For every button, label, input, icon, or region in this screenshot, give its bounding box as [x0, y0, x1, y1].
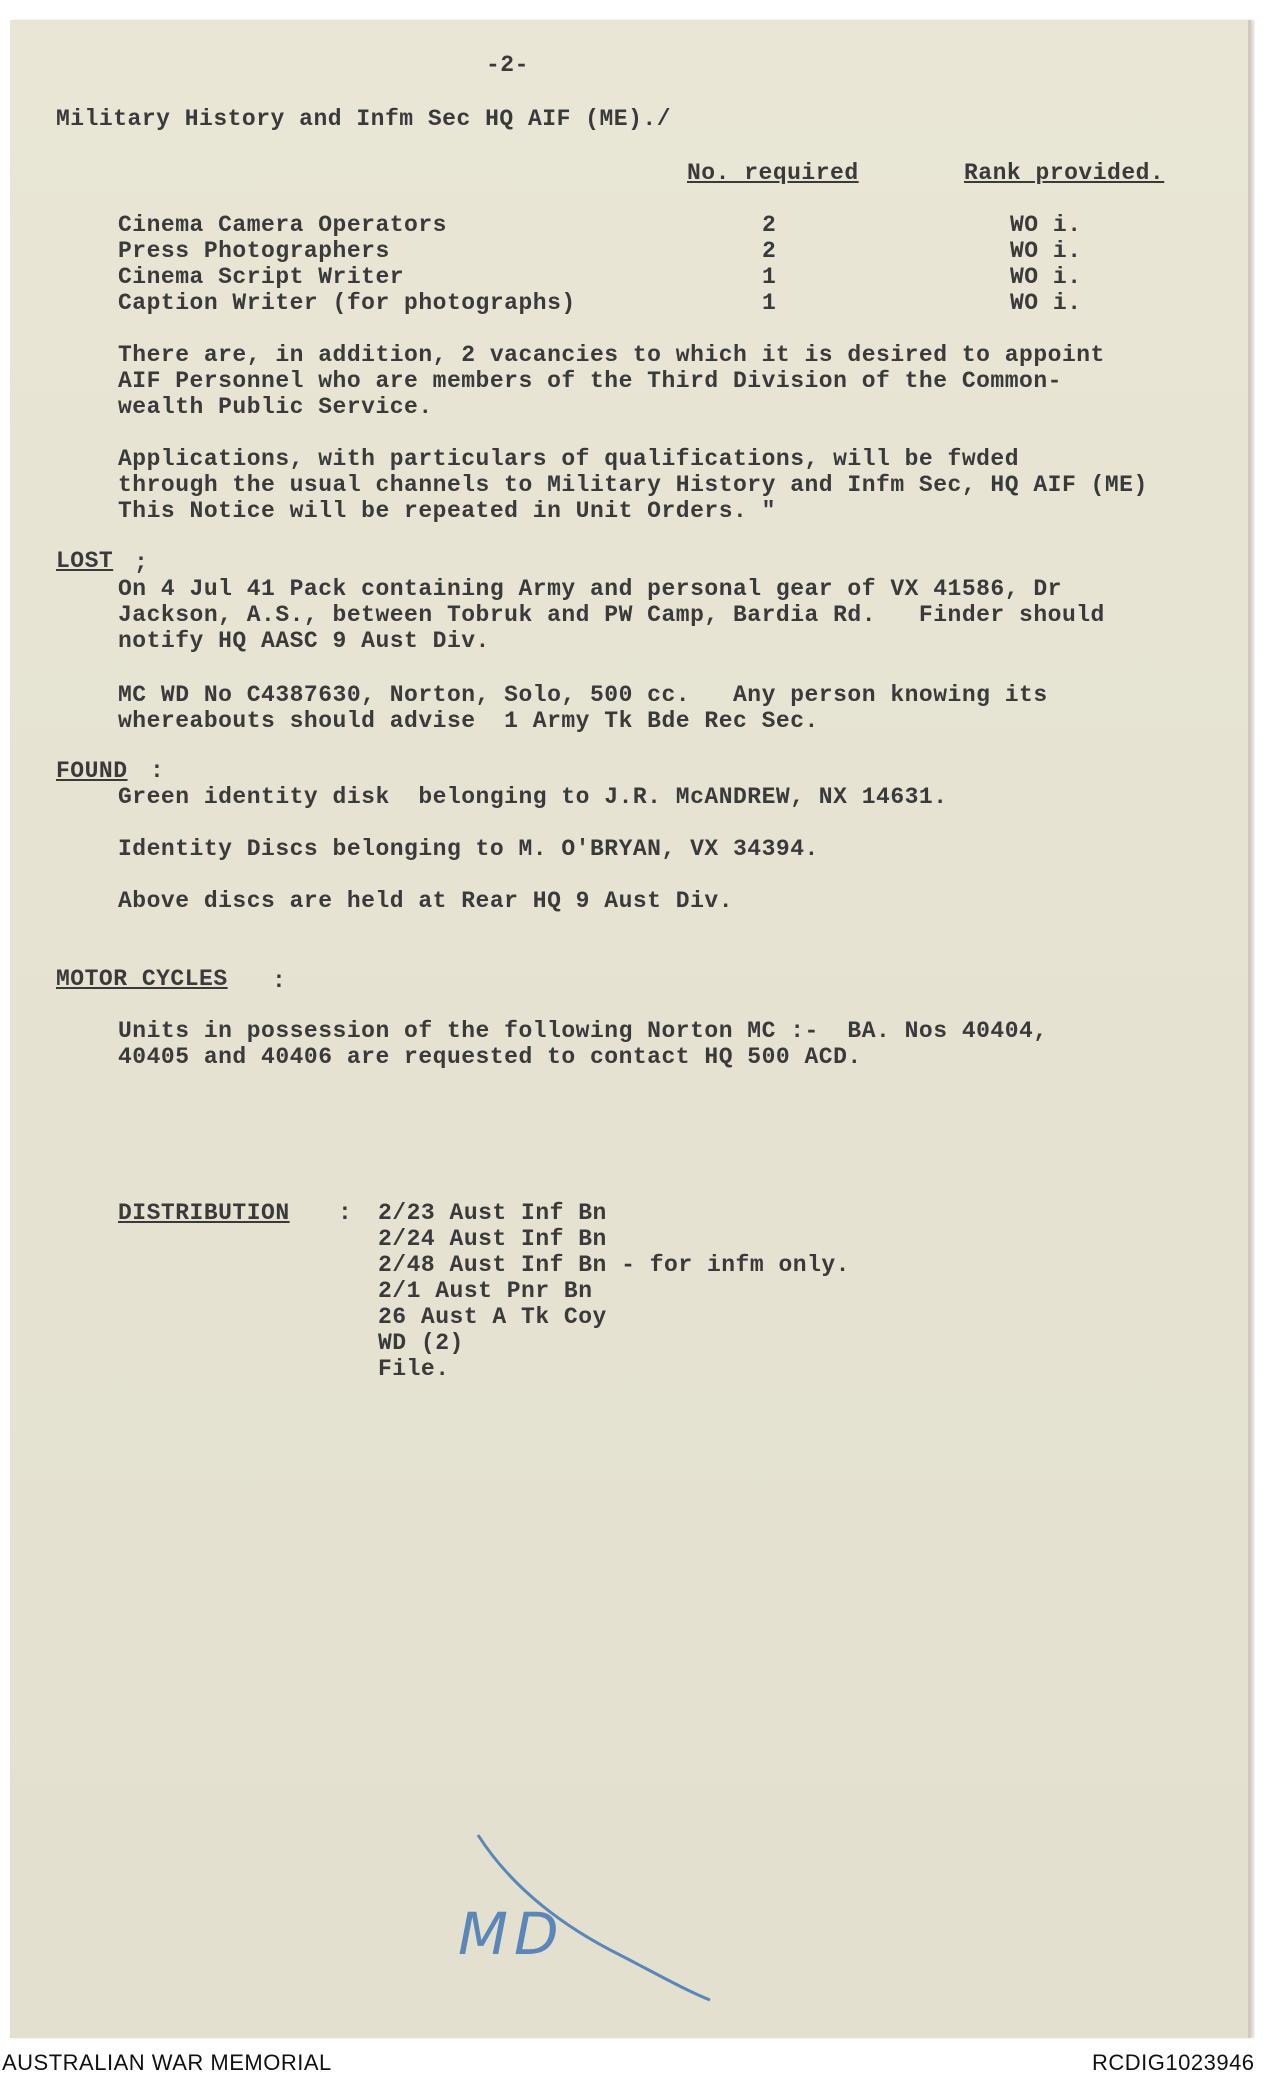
- table-row-role: Press Photographers: [118, 238, 390, 264]
- column-header-rank: Rank provided.: [964, 160, 1165, 186]
- table-row-role: Cinema Camera Operators: [118, 212, 447, 238]
- motor-cycles-line: 40405 and 40406 are requested to contact HQ 500 ACD.: [118, 1044, 862, 1070]
- document-heading: Military History and Infm Sec HQ AIF (ME)./: [56, 106, 671, 132]
- table-row-rank: WO i.: [1010, 238, 1082, 264]
- found-heading: FOUND: [56, 758, 128, 784]
- lost-item-line: whereabouts should advise 1 Army Tk Bde Rec Sec.: [118, 708, 819, 734]
- handwritten-initials: MD: [458, 1900, 565, 1968]
- column-header-number: No. required: [687, 160, 859, 186]
- paragraph-line: There are, in addition, 2 vacancies to which it is desired to appoint: [118, 342, 1105, 368]
- found-line: Above discs are held at Rear HQ 9 Aust Div.: [118, 888, 733, 914]
- motor-cycles-line: Units in possession of the following Norton MC :- BA. Nos 40404,: [118, 1018, 1048, 1044]
- motor-cycles-separator: :: [272, 968, 287, 994]
- table-row-role: Caption Writer (for photographs): [118, 290, 576, 316]
- table-row-number: 2: [762, 238, 777, 264]
- motor-cycles-heading: MOTOR CYCLES: [56, 966, 228, 992]
- distribution-item: 2/48 Aust Inf Bn - for infm only.: [378, 1252, 850, 1278]
- table-row-rank: WO i.: [1010, 212, 1082, 238]
- table-row-number: 1: [762, 264, 777, 290]
- paragraph-line: Applications, with particulars of qualifications, will be fwded: [118, 446, 1020, 472]
- lost-separator: ;: [134, 550, 149, 576]
- found-line: Identity Discs belonging to M. O'BRYAN, VX 34394.: [118, 836, 819, 862]
- distribution-item: 2/24 Aust Inf Bn: [378, 1226, 607, 1252]
- distribution-item: 2/23 Aust Inf Bn: [378, 1200, 607, 1226]
- lost-item-line: On 4 Jul 41 Pack containing Army and personal gear of VX 41586, Dr: [118, 576, 1062, 602]
- table-row-rank: WO i.: [1010, 264, 1082, 290]
- footer-source: AUSTRALIAN WAR MEMORIAL: [2, 2050, 332, 2075]
- table-row-role: Cinema Script Writer: [118, 264, 405, 290]
- distribution-item: WD (2): [378, 1330, 464, 1356]
- distribution-item: File.: [378, 1356, 450, 1382]
- paragraph-line: This Notice will be repeated in Unit Orders. ": [118, 498, 776, 524]
- paragraph-line: AIF Personnel who are members of the Third Division of the Common-: [118, 368, 1062, 394]
- distribution-separator: :: [338, 1200, 353, 1226]
- distribution-item: 2/1 Aust Pnr Bn: [378, 1278, 593, 1304]
- page-number: -2-: [486, 52, 529, 78]
- distribution-heading: DISTRIBUTION: [118, 1200, 290, 1226]
- paragraph-line: wealth Public Service.: [118, 394, 433, 420]
- lost-item-line: MC WD No C4387630, Norton, Solo, 500 cc. Any person knowing its: [118, 682, 1048, 708]
- lost-heading: LOST: [56, 548, 114, 574]
- lost-item-line: notify HQ AASC 9 Aust Div.: [118, 628, 490, 654]
- table-row-rank: WO i.: [1010, 290, 1082, 316]
- found-separator: :: [150, 758, 165, 784]
- paragraph-line: through the usual channels to Military History and Infm Sec, HQ AIF (ME): [118, 472, 1148, 498]
- found-line: Green identity disk belonging to J.R. McANDREW, NX 14631.: [118, 784, 948, 810]
- footer-id: RCDIG1023946: [1092, 2050, 1255, 2075]
- lost-item-line: Jackson, A.S., between Tobruk and PW Camp, Bardia Rd. Finder should: [118, 602, 1105, 628]
- distribution-item: 26 Aust A Tk Coy: [378, 1304, 607, 1330]
- table-row-number: 1: [762, 290, 777, 316]
- table-row-number: 2: [762, 212, 777, 238]
